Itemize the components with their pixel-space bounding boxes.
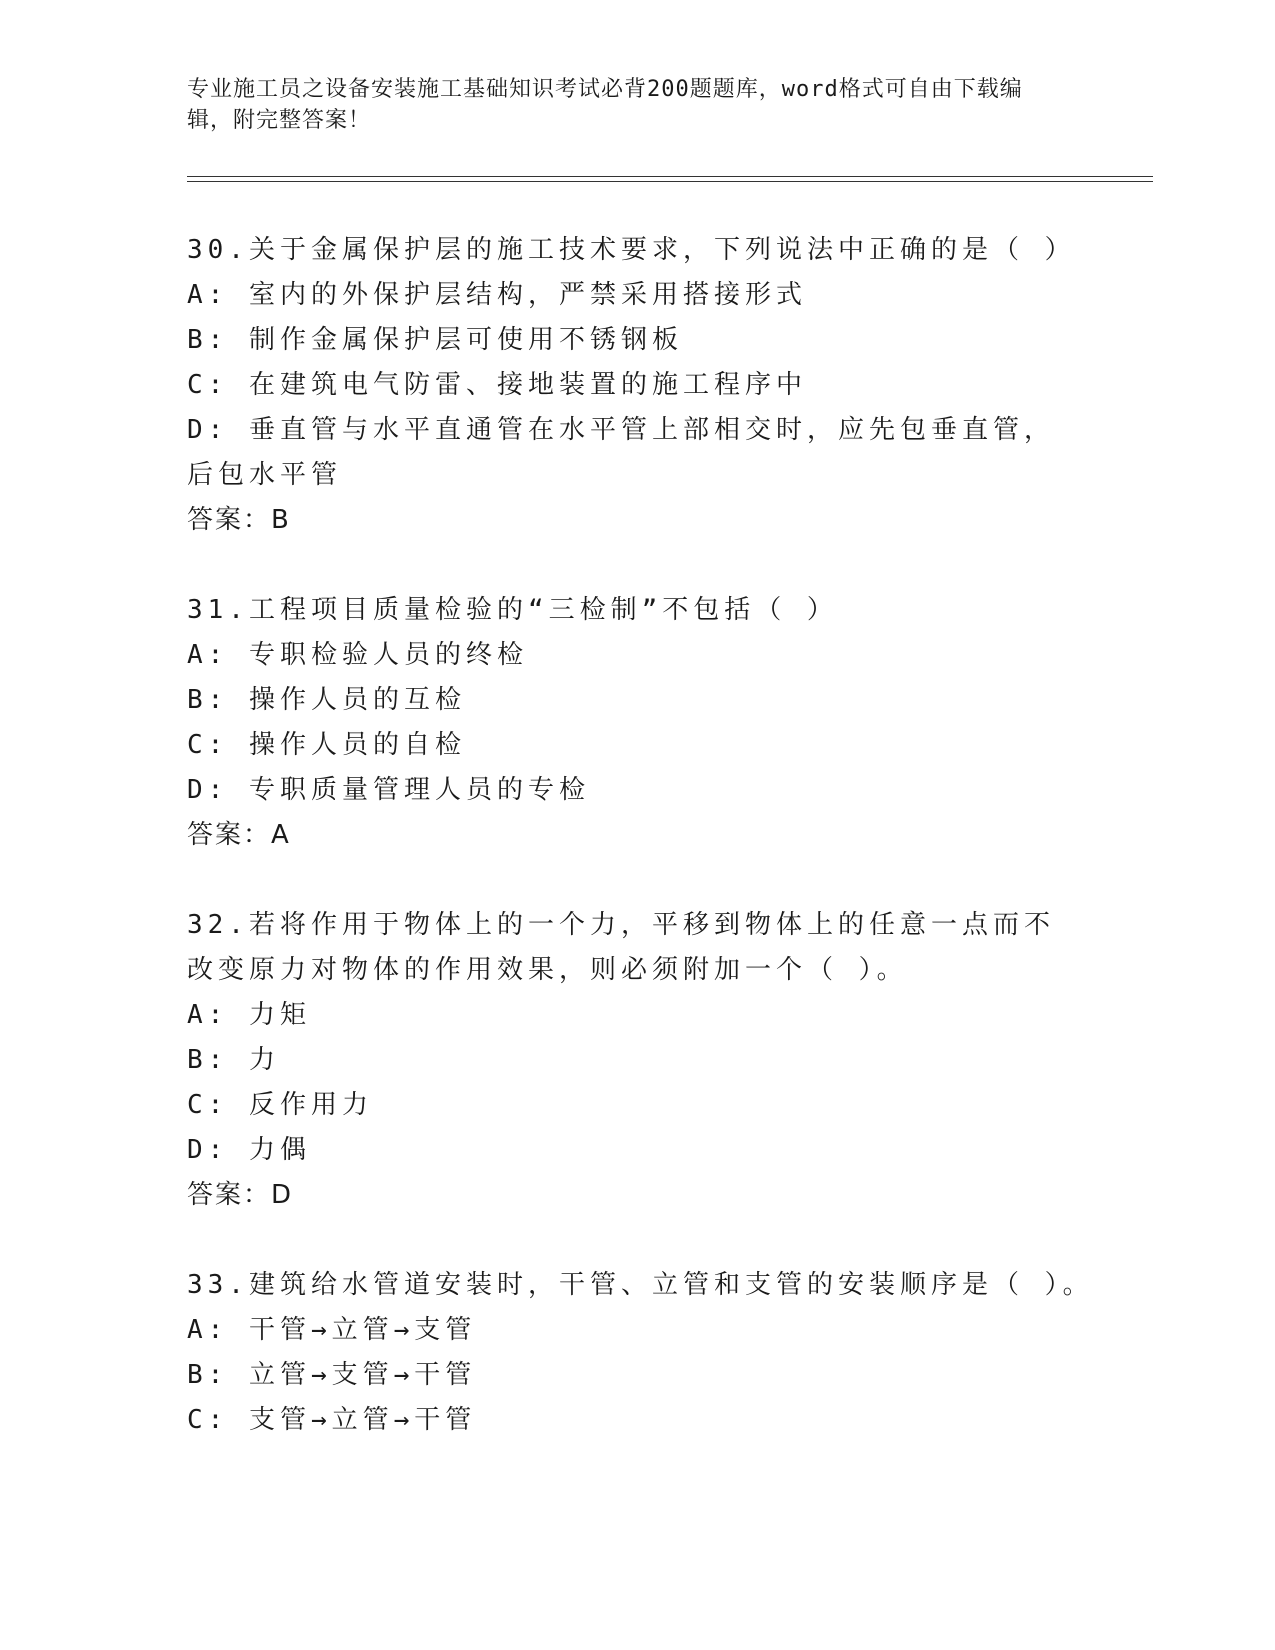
header-divider-top <box>187 176 1153 177</box>
question-31 <box>187 588 1087 858</box>
option-a: A: 干管→立管→支管 <box>187 1315 477 1345</box>
option-a: A: 力矩 <box>187 1000 311 1030</box>
answer: 答案：B <box>187 505 291 535</box>
question-33 <box>187 1263 1094 1443</box>
answer: 答案：D <box>187 1180 294 1210</box>
option-b: B: 立管→支管→干管 <box>187 1360 477 1390</box>
question-stem: 32.若将作用于物体上的一个力，平移到物体上的任意一点而不改变原力对物体的作用效果，则必须附加一个（ ）。 <box>187 910 1055 985</box>
option-a: A: 专职检验人员的终检 <box>187 640 528 670</box>
option-d: D: 垂直管与水平直通管在水平管上部相交时，应先包垂直管，后包水平管 <box>187 415 1055 490</box>
question-stem: 30.关于金属保护层的施工技术要求，下列说法中正确的是（ ） <box>187 235 1076 265</box>
option-d: D: 专职质量管理人员的专检 <box>187 775 590 805</box>
option-a: A: 室内的外保护层结构，严禁采用搭接形式 <box>187 280 807 310</box>
option-b: B: 力 <box>187 1045 280 1075</box>
option-c: C: 在建筑电气防雷、接地装置的施工程序中 <box>187 370 807 400</box>
option-c: C: 反作用力 <box>187 1090 373 1120</box>
option-d: D: 力偶 <box>187 1135 311 1165</box>
document-header: 专业施工员之设备安装施工基础知识考试必背200题题库，word格式可自由下载编辑，附完整答案！ <box>187 77 1023 133</box>
question-32 <box>187 903 1087 1218</box>
question-stem: 33.建筑给水管道安装时，干管、立管和支管的安装顺序是（ ）。 <box>187 1270 1094 1300</box>
question-30 <box>187 228 1087 543</box>
question-stem: 31.工程项目质量检验的“三检制”不包括（ ） <box>187 595 838 625</box>
header-divider-bottom <box>187 181 1153 182</box>
option-b: B: 操作人员的互检 <box>187 685 466 715</box>
option-b: B: 制作金属保护层可使用不锈钢板 <box>187 325 683 355</box>
answer: 答案：A <box>187 820 291 850</box>
option-c: C: 操作人员的自检 <box>187 730 466 760</box>
option-c: C: 支管→立管→干管 <box>187 1405 477 1435</box>
